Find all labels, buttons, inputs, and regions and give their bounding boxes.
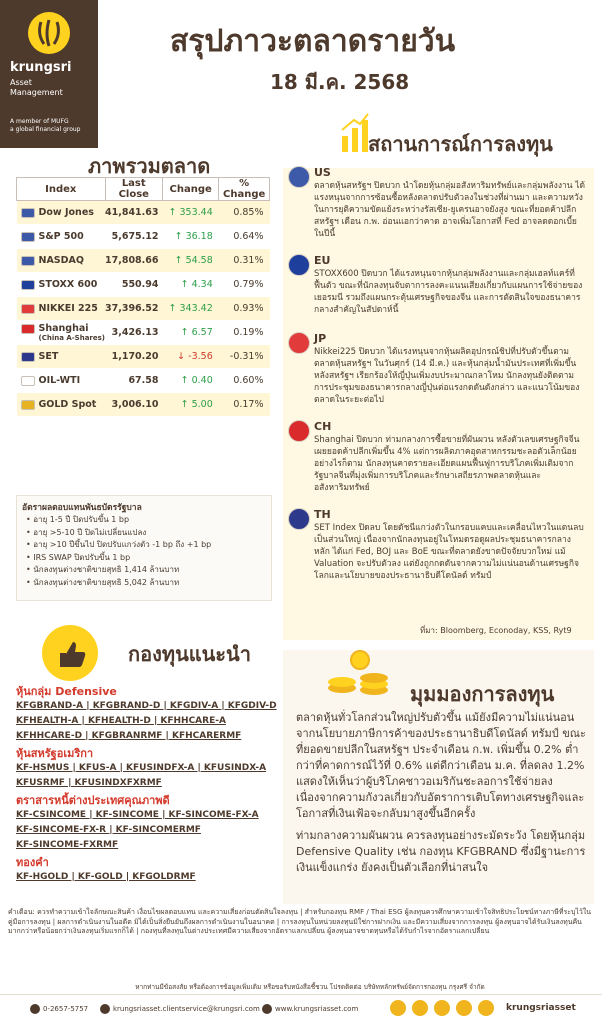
fund-link-line[interactable]: KFUSRMF | KFUSINDXFXRMF xyxy=(16,778,162,788)
last-close: 3,426.13 xyxy=(105,321,163,345)
bond-item: • อายุ >10 ปีขึ้นไป ปิดปรับแกว่งตัว -1 bp ถึง +1 bp xyxy=(26,540,212,549)
last-close: 1,170.20 xyxy=(105,345,163,369)
change-value: 36.18 xyxy=(185,231,213,242)
index-name-cell xyxy=(17,225,106,249)
report-title: สรุปภาวะตลาดรายวัน xyxy=(170,24,456,59)
flag-icon xyxy=(21,376,35,386)
brand-sub-management: Management xyxy=(10,88,63,97)
change-cell xyxy=(163,225,219,249)
bond-item-text: นักลงทุนต่างชาติขายสุทธิ 5,042 ล้านบาท xyxy=(33,577,180,587)
pct-change: 0.64% xyxy=(219,225,270,249)
region-text: Nikkei225 ปิดบวก ได้แรงหนุนจากหุ้นผลิตอุปกรณ์ชิปที่ปรับตัวขึ้นตามตลาดหุ้นสหรัฐฯ ในวันศุกร์ (14 มี.ค.) และหุ้นกลุ่มน้ำมันประเทศที่เพิ่มขึ้น หลังสหรัฐฯ เรียกร้องให้ญี่ปุ่นเพิ่มงบประมาณกลาโหม นักลงทุนยังติดตามการประชุมของธนาคารกลางญี่ปุ่นต่อแรงกดดันดังกล่าว และแนวโน้มของตลาดในระยะต่อไป xyxy=(314,347,580,405)
brand-sub-asset: Asset xyxy=(10,78,32,87)
index-name-cell xyxy=(17,345,106,369)
fund-link-line[interactable]: KF-SINCOME-FX-R | KF-SINCOMERMF xyxy=(16,825,201,835)
index-name: OIL-WTI xyxy=(38,375,81,386)
index-name-cell xyxy=(17,201,106,225)
change-cell xyxy=(163,249,219,273)
index-name: GOLD Spot xyxy=(38,399,97,410)
report-date: 18 มี.ค. 2568 xyxy=(270,70,410,94)
market-overview-title: ภาพรวมตลาด xyxy=(88,154,211,178)
change-value: 353.44 xyxy=(179,207,213,218)
footer-handle[interactable]: krungsriasset xyxy=(506,1003,576,1013)
region-text: ตลาดหุ้นสหรัฐฯ ปิดบวก นำโดยหุ้นกลุ่มอสังหาริมทรัพย์และกลุ่มพลังงาน ได้แรงหนุนจากการซ้อนซื้อหลังตลาดปรับตัวลงในช่วงที่ผ่านมา และความหวังในการยุติความขัดแย้งระหว่างรัสเซีย-ยูเครนอาจยังสูง ขณะที่ยอดค้าปลีกสหรัฐฯ เดือน ก.พ. อ่อนแอกว่าคาด อาจเพิ่มโอกาสที่ Fed อาจลดดอกเบี้ยในปีนี้ xyxy=(314,181,586,239)
index-name: S&P 500 xyxy=(38,231,84,242)
region-text: Shanghai ปิดบวก ท่ามกลางการซื้อขายที่ผันผวน หลังตัวเลขเศรษฐกิจจีนเผยยอดค้าปลีกเพิ่มขึ้น 4% แต่การผลิตภาคอุตสาหกรรมชะลอตัวเล็กน้อย อย่างไรก็ตาม นักลงทุนคาดรายละเอียดแผนฟื้นฟูการบริโภคเพิ่มเติมจากรัฐบาลจีนที่มุ่งเพิ่มการบริโภคและรักษาเสถียรภาพตลาดหุ้นและอสังหาริมทรัพย์ xyxy=(314,435,580,493)
change-value: 4.34 xyxy=(191,279,213,290)
arrow-up-icon: ↑ xyxy=(180,375,189,386)
mufg-line-2: a global financial group xyxy=(10,126,81,133)
viewpoint-text xyxy=(296,710,586,882)
arrow-up-icon: ↑ xyxy=(180,399,189,410)
bond-item-text: อายุ 1-5 ปี ปิดปรับขึ้น 1 bp xyxy=(33,515,130,524)
flag-icon xyxy=(288,508,310,530)
region-text: STOXX600 ปิดบวก ได้แรงหนุนจากหุ้นกลุ่มพลังงานและกลุ่มเฮลท์แคร์ที่ฟื้นตัว ขณะที่นักลงทุนจับตาการลงคะแนนเสียงเกี่ยวกับแผนการใช้จ่ายของเยอรมนี รวมถึงแผนกระตุ้นเศรษฐกิจของจีน และการตัดสินใจของธนาคารกลางสำคัญในสัปดาห์นี้ xyxy=(314,269,583,315)
recommended-funds-title: กองทุนแนะนำ xyxy=(128,642,251,666)
fund-link-line[interactable]: KFHEALTH-A | KFHEALTH-D | KFHHCARE-A xyxy=(16,716,226,726)
table-row xyxy=(17,369,270,393)
flag-icon xyxy=(288,420,310,442)
change-cell xyxy=(163,321,219,345)
pct-change: 0.85% xyxy=(219,201,270,225)
table-row xyxy=(17,321,270,345)
last-close: 41,841.63 xyxy=(105,201,163,225)
change-value: 5.00 xyxy=(191,399,213,410)
change-cell xyxy=(163,393,219,417)
arrow-up-icon: ↑ xyxy=(174,255,183,266)
flag-icon xyxy=(21,400,35,410)
brand-sub xyxy=(10,78,63,98)
table-row xyxy=(17,273,270,297)
index-name-cell xyxy=(17,321,106,345)
viewpoint-title: มุมมองการลงทุน xyxy=(410,682,555,706)
coins-icon xyxy=(322,648,396,698)
index-name-cell xyxy=(17,249,106,273)
thumbs-up-icon xyxy=(42,625,98,681)
bond-item: • นักลงทุนต่างชาติขายสุทธิ 5,042 ล้านบาท xyxy=(26,577,180,587)
mufg-tagline xyxy=(10,118,81,134)
flag-icon xyxy=(288,166,310,188)
region-name: US xyxy=(314,166,331,179)
pct-change: -0.31% xyxy=(219,345,270,369)
disclaimer: คำเตือน: ควรทำความเข้าใจลักษณะสินค้า เงื่อนไขผลตอบแทน และความเสี่ยงก่อนตัดสินใจลงทุน | สำหรับกองทุน RMF / Thai ESG ผู้ลงทุนควรศึกษาความเข้าใจสิทธิประโยชน์ทางภาษีที่ระบุไว้ในคู่มือการลงทุน | ผลการดำเนินงานในอดีต มิได้เป็นสิ่งยืนยันถึงผลการดำเนินงานในอนาคต | การลงทุนในหน่วยลงทุนมิใช่การฝากเงิน และมีความเสี่ยงจากการลงทุน ผู้ลงทุนอาจได้รับเงินลงทุนคืนมากกว่าหรือน้อยกว่าเงินลงทุนเริ่มแรกก็ได้ | กองทุนที่ลงทุนในต่างประเทศมีความเสี่ยงจากอัตราแลกเปลี่ยน ผู้ลงทุนอาจขาดทุนหรือได้รับกำไรจากอัตราแลกเปลี่ยน xyxy=(8,908,592,935)
facebook-icon[interactable] xyxy=(390,1000,406,1016)
table-row xyxy=(17,393,270,417)
change-value: 0.40 xyxy=(191,375,213,386)
region-name: TH xyxy=(314,508,331,521)
last-close: 17,808.66 xyxy=(105,249,163,273)
col-change: Change xyxy=(163,178,219,201)
change-cell xyxy=(163,273,219,297)
region-name: CH xyxy=(314,420,332,433)
bond-item-text: นักลงทุนต่างชาติขายสุทธิ 1,414 ล้านบาท xyxy=(33,565,180,574)
last-close: 67.58 xyxy=(105,369,163,393)
brand-name: krungsri xyxy=(10,60,72,75)
bond-item: • อายุ 1-5 ปี ปิดปรับขึ้น 1 bp xyxy=(26,515,130,524)
col-pct-change: % Change xyxy=(219,178,270,201)
last-close: 3,006.10 xyxy=(105,393,163,417)
youtube-icon[interactable] xyxy=(412,1000,428,1016)
recommended-funds-list xyxy=(16,682,280,885)
change-value: -3.56 xyxy=(188,351,213,362)
bond-item-text: อายุ >5-10 ปี ปิดไม่เปลี่ยนแปลง xyxy=(33,527,147,537)
arrow-up-icon: ↑ xyxy=(168,207,177,218)
bond-item-text: อายุ >10 ปีขึ้นไป ปิดปรับแกว่งตัว -1 bp ถึง +1 bp xyxy=(33,540,212,549)
line-icon[interactable] xyxy=(434,1000,450,1016)
mufg-line-1: A member of MUFG xyxy=(10,118,69,125)
arrow-up-icon: ↑ xyxy=(180,279,189,290)
bond-item: • IRS SWAP ปิดปรับขึ้น 1 bp xyxy=(26,552,131,562)
index-name-cell xyxy=(17,273,106,297)
email-icon xyxy=(100,1004,110,1014)
fund-link-line[interactable]: KF-HSMUS | KFUS-A | KFUSINDFX-A | KFUSINDX-A xyxy=(16,763,267,773)
col-index: Index xyxy=(17,178,106,201)
change-cell xyxy=(163,297,219,321)
tiktok-icon[interactable] xyxy=(478,1000,494,1016)
market-table-body xyxy=(17,201,270,417)
flag-icon xyxy=(21,352,35,362)
pct-change: 0.79% xyxy=(219,273,270,297)
fund-link-line[interactable]: KF-SINCOME-FXRMF xyxy=(16,840,119,850)
region-text: SET Index ปิดลบ โดยดัชนีแกว่งตัวในกรอบแคบและเคลื่อนไหวในแดนลบเป็นส่วนใหญ่ เนื่องจากนักลงทุนอยู่ในโหมดรอดูผลประชุมธนาคารกลางหลัก ได้แก่ Fed, BOJ และ BoE ขณะที่ตลาดยังขาดปัจจัยบวกใหม่ แม้ Valuation จะปรับตัวลง แต่ยังถูกกดดันจากความไม่แน่นอนด้านเศรษฐกิจโลกและนโยบายของประธานาธิบดีโดนัลด์ ทรัมป์ xyxy=(314,523,584,581)
fund-group-title: หุ้นกลุ่ม Defensive xyxy=(16,685,117,698)
flag-icon xyxy=(21,280,35,290)
arrow-up-icon: ↑ xyxy=(168,303,177,314)
index-name-cell xyxy=(17,297,106,321)
bond-yield-list xyxy=(26,514,211,589)
market-table xyxy=(16,177,270,417)
table-row xyxy=(17,249,270,273)
flag-icon xyxy=(21,256,35,266)
change-value: 6.57 xyxy=(191,327,213,338)
arrow-up-icon: ↑ xyxy=(174,231,183,242)
market-table-header xyxy=(17,178,270,201)
bond-item-text: IRS SWAP ปิดปรับขึ้น 1 bp xyxy=(33,552,131,562)
arrow-down-icon: ↓ xyxy=(177,351,186,362)
bond-item: • อายุ >5-10 ปี ปิดไม่เปลี่ยนแปลง xyxy=(26,527,147,537)
table-row xyxy=(17,201,270,225)
situation-title: สถานการณ์การลงทุน xyxy=(368,132,553,156)
flag-icon xyxy=(21,232,35,242)
source-note: ที่มา: Bloomberg, Econoday, KSS, Ryt9 xyxy=(420,626,572,635)
viewpoint-paragraph: ท่ามกลางความผันผวน ควรลงทุนอย่างระมัดระวัง โดยหุ้นกลุ่ม Defensive Quality เช่น กองทุน KFGBRAND ซึ่งมีฐานะการเงินแข็งแกร่ง ยังคงเป็นตัวเลือกที่น่าสนใจ xyxy=(296,829,586,874)
last-close: 37,396.52 xyxy=(105,297,163,321)
pct-change: 0.31% xyxy=(219,249,270,273)
arrow-up-icon: ↑ xyxy=(180,327,189,338)
globe-icon xyxy=(262,1004,272,1014)
index-name: NIKKEI 225 xyxy=(38,303,98,314)
bond-yield-title: อัตราผลตอบแทนพันธบัตรรัฐบาล xyxy=(22,503,142,513)
flag-icon xyxy=(21,208,35,218)
region-name: EU xyxy=(314,254,331,267)
index-name-cell xyxy=(17,393,106,417)
index-name-cell xyxy=(17,369,106,393)
pct-change: 0.93% xyxy=(219,297,270,321)
bond-item: • นักลงทุนต่างชาติขายสุทธิ 1,414 ล้านบาท xyxy=(26,565,180,574)
contact-note: หากท่านมีข้อสงสัย หรือต้องการข้อมูลเพิ่มเติม หรือขอรับหนังสือชี้ชวน โปรดติดต่อ บริษัทหลักทรัพย์จัดการกองทุน กรุงศรี จำกัด xyxy=(135,983,485,991)
fund-group-title: หุ้นสหรัฐอเมริกา xyxy=(16,747,94,760)
krungsri-logo-icon xyxy=(28,12,70,54)
instagram-icon[interactable] xyxy=(456,1000,472,1016)
change-cell xyxy=(163,369,219,393)
last-close: 5,675.12 xyxy=(105,225,163,249)
index-name: NASDAQ xyxy=(38,255,84,266)
col-last-close: Last Close xyxy=(105,178,163,201)
index-name: STOXX 600 xyxy=(38,279,98,290)
bar-chart-icon xyxy=(340,112,370,152)
index-name: SET xyxy=(38,351,59,362)
fund-group-title: ตราสารหนี้ต่างประเทศคุณภาพดี xyxy=(16,794,170,807)
fund-link-line[interactable]: KF-HGOLD | KF-GOLD | KFGOLDRMF xyxy=(16,872,196,882)
fund-link-line[interactable]: KFGBRAND-A | KFGBRAND-D | KFGDIV-A | KFGDIV-D xyxy=(16,701,277,711)
table-row xyxy=(17,225,270,249)
footer-email[interactable] xyxy=(100,1004,260,1014)
last-close: 550.94 xyxy=(105,273,163,297)
email-text: krungsriasset.clientservice@krungsri.com xyxy=(113,1005,260,1013)
flag-icon xyxy=(288,332,310,354)
change-cell xyxy=(163,345,219,369)
table-row xyxy=(17,345,270,369)
index-name: Dow Jones xyxy=(38,207,94,218)
footer-web[interactable] xyxy=(262,1004,358,1014)
flag-icon xyxy=(21,304,35,314)
region-name: JP xyxy=(314,332,327,345)
pct-change: 0.60% xyxy=(219,369,270,393)
flag-icon xyxy=(288,254,310,276)
index-subname: (China A-Shares) xyxy=(38,334,105,342)
footer-phone[interactable] xyxy=(30,1004,88,1014)
pct-change: 0.19% xyxy=(219,321,270,345)
fund-link-line[interactable]: KF-CSINCOME | KF-SINCOME | KF-SINCOME-FX-A xyxy=(16,810,259,820)
flag-icon xyxy=(21,324,35,334)
table-row xyxy=(17,297,270,321)
index-name: Shanghai xyxy=(38,323,89,334)
web-text: www.krungsriasset.com xyxy=(275,1005,359,1013)
fund-link-line[interactable]: KFHHCARE-D | KFGBRANRMF | KFHCARERMF xyxy=(16,731,242,741)
change-cell xyxy=(163,201,219,225)
change-value: 343.42 xyxy=(179,303,213,314)
phone-icon xyxy=(30,1004,40,1014)
change-value: 54.58 xyxy=(185,255,213,266)
fund-group-title: ทองคำ xyxy=(16,856,49,869)
viewpoint-paragraph: ตลาดหุ้นทั่วโลกส่วนใหญ่ปรับตัวขึ้น แม้ยังมีความไม่แน่นอนจากนโยบายภาษีการค้าของประธานาธิบดีโดนัลด์ ทรัมป์ ขณะที่ยอดขายปลีกในสหรัฐฯ ประจำเดือน ก.พ. เพิ่มขึ้น 0.2% ต่ำกว่าที่คาดการณ์ไว้ที่ 0.6% แต่ดีกว่าเดือน ม.ค. ที่ลดลง 1.2% แสดงให้เห็นว่าผู้บริโภคชาวอเมริกันชะลอการใช้จ่ายลง เนื่องจากความกังวลเกี่ยวกับอัตราการเติบโตทางเศรษฐกิจและโอกาสที่เงินเฟ้อจะกลับมาสูงขึ้นอีกครั้ง xyxy=(296,711,586,820)
phone-text: 0-2657-5757 xyxy=(43,1005,89,1013)
pct-change: 0.17% xyxy=(219,393,270,417)
